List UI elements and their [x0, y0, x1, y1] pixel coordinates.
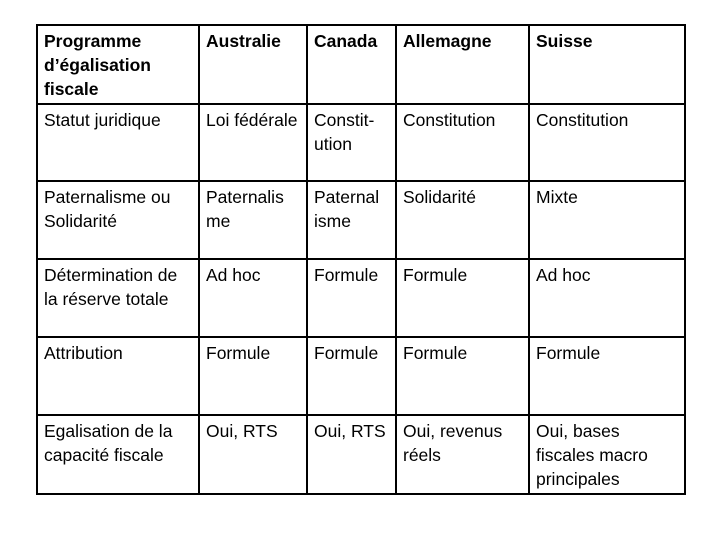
row-label: Egalisation de la capacité fiscale [37, 415, 199, 494]
header-suisse: Suisse [529, 25, 685, 104]
table-cell: Oui, RTS [307, 415, 396, 494]
table-cell: Constit-ution [307, 104, 396, 181]
table-cell: Oui, bases fiscales macro principales [529, 415, 685, 494]
table-cell: Ad hoc [199, 259, 307, 337]
table-header-row [37, 25, 685, 104]
table-cell: Solidarité [396, 181, 529, 259]
table-row [37, 104, 685, 181]
header-canada: Canada [307, 25, 396, 104]
header-allemagne: Allemagne [396, 25, 529, 104]
table-cell: Oui, revenus réels [396, 415, 529, 494]
table-row [37, 181, 685, 259]
table-cell: Mixte [529, 181, 685, 259]
table-cell: Loi fédérale [199, 104, 307, 181]
header-australie: Australie [199, 25, 307, 104]
table-cell: Formule [529, 337, 685, 415]
table-cell: Formule [396, 337, 529, 415]
table-cell: Oui, RTS [199, 415, 307, 494]
table-cell: Paternalis me [199, 181, 307, 259]
table-row [37, 337, 685, 415]
row-label: Attribution [37, 337, 199, 415]
header-program: Programme d’égalisation fiscale [37, 25, 199, 104]
table-cell: Paternal isme [307, 181, 396, 259]
table-cell: Ad hoc [529, 259, 685, 337]
comparison-table [36, 24, 686, 495]
row-label: Paternalisme ou Solidarité [37, 181, 199, 259]
table-cell: Formule [396, 259, 529, 337]
table-cell: Constitution [529, 104, 685, 181]
row-label: Statut juridique [37, 104, 199, 181]
row-label: Détermination de la réserve totale [37, 259, 199, 337]
table-row [37, 415, 685, 494]
table-cell: Formule [199, 337, 307, 415]
table-cell: Constitution [396, 104, 529, 181]
table-cell: Formule [307, 337, 396, 415]
table-cell: Formule [307, 259, 396, 337]
table-row [37, 259, 685, 337]
